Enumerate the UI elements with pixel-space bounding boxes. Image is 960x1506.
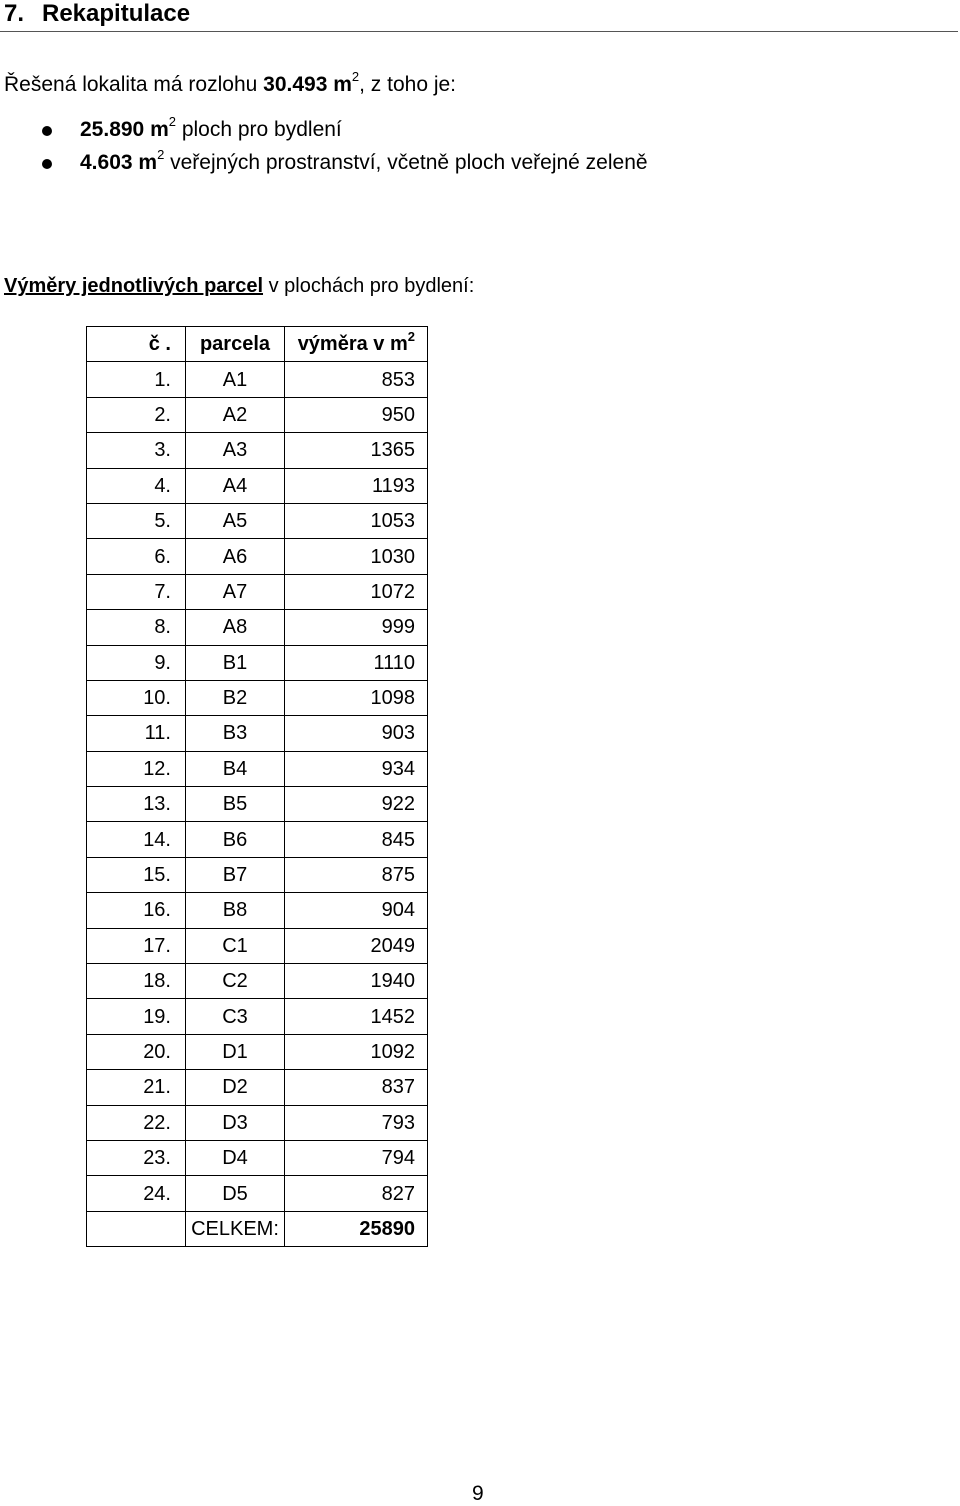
bullet-icon — [42, 126, 52, 136]
cell-no: 19. — [87, 999, 186, 1034]
cell-area: 903 — [285, 716, 428, 751]
cell-parcel: A2 — [186, 397, 285, 432]
cell-parcel: D3 — [186, 1105, 285, 1140]
table-row — [87, 1140, 428, 1175]
cell-no: 12. — [87, 751, 186, 786]
cell-parcel: B3 — [186, 716, 285, 751]
intro-paragraph — [4, 69, 457, 98]
table-row — [87, 503, 428, 538]
cell-parcel: D1 — [186, 1034, 285, 1069]
table-total-row — [87, 1211, 428, 1246]
cell-area: 950 — [285, 397, 428, 432]
table-header-row — [87, 327, 428, 362]
cell-parcel: A5 — [186, 503, 285, 538]
cell-area: 837 — [285, 1070, 428, 1105]
bullet-item — [0, 114, 648, 150]
cell-no: 18. — [87, 964, 186, 999]
cell-area: 904 — [285, 893, 428, 928]
table-row — [87, 539, 428, 574]
cell-parcel: D5 — [186, 1176, 285, 1211]
cell-parcel: B7 — [186, 857, 285, 892]
cell-area: 827 — [285, 1176, 428, 1211]
table-row — [87, 397, 428, 432]
bullet-text: veřejných prostranství, včetně ploch veřejné zeleně — [164, 151, 648, 174]
cell-area: 1098 — [285, 680, 428, 715]
cell-no: 17. — [87, 928, 186, 963]
cell-area: 922 — [285, 787, 428, 822]
cell-no: 16. — [87, 893, 186, 928]
cell-area: 793 — [285, 1105, 428, 1140]
cell-no: 15. — [87, 857, 186, 892]
cell-no: 10. — [87, 680, 186, 715]
cell-no: 8. — [87, 610, 186, 645]
summary-bullet-list — [0, 114, 648, 183]
table-row — [87, 610, 428, 645]
cell-parcel: B1 — [186, 645, 285, 680]
bullet-sup: 2 — [157, 147, 165, 162]
section-title: Rekapitulace — [42, 0, 191, 27]
cell-no: 9. — [87, 645, 186, 680]
table-row — [87, 999, 428, 1034]
cell-no: 14. — [87, 822, 186, 857]
cell-no: 24. — [87, 1176, 186, 1211]
header-area-sup: 2 — [407, 328, 415, 344]
cell-parcel: A4 — [186, 468, 285, 503]
bullet-sup: 2 — [168, 114, 176, 129]
cell-area: 845 — [285, 822, 428, 857]
cell-parcel: A8 — [186, 610, 285, 645]
table-row — [87, 822, 428, 857]
cell-no: 21. — [87, 1070, 186, 1105]
cell-area: 1452 — [285, 999, 428, 1034]
table-row — [87, 574, 428, 609]
subheading-rest: v plochách pro bydlení: — [263, 275, 475, 297]
cell-area: 934 — [285, 751, 428, 786]
cell-no: 1. — [87, 362, 186, 397]
cell-area: 1940 — [285, 964, 428, 999]
bullet-value: 4.603 m — [80, 151, 158, 174]
table-row — [87, 433, 428, 468]
cell-area: 1110 — [285, 645, 428, 680]
cell-parcel: C1 — [186, 928, 285, 963]
cell-no: 4. — [87, 468, 186, 503]
cell-parcel: A7 — [186, 574, 285, 609]
total-spacer — [87, 1211, 186, 1246]
table-row — [87, 928, 428, 963]
cell-parcel: A6 — [186, 539, 285, 574]
bullet-item — [0, 147, 648, 183]
bullet-value: 25.890 m — [80, 118, 169, 141]
section-number: 7. — [4, 0, 25, 27]
cell-no: 7. — [87, 574, 186, 609]
cell-area: 1193 — [285, 468, 428, 503]
table-row — [87, 1105, 428, 1140]
cell-area: 2049 — [285, 928, 428, 963]
cell-parcel: D4 — [186, 1140, 285, 1175]
cell-no: 11. — [87, 716, 186, 751]
cell-parcel: B6 — [186, 822, 285, 857]
cell-no: 23. — [87, 1140, 186, 1175]
table-row — [87, 1070, 428, 1105]
cell-parcel: B8 — [186, 893, 285, 928]
table-row — [87, 716, 428, 751]
parcels-subheading — [4, 273, 474, 299]
cell-parcel: B5 — [186, 787, 285, 822]
table-row — [87, 362, 428, 397]
cell-no: 3. — [87, 433, 186, 468]
table-row — [87, 1176, 428, 1211]
cell-parcel: A1 — [186, 362, 285, 397]
table-row — [87, 645, 428, 680]
cell-area: 853 — [285, 362, 428, 397]
cell-area: 1092 — [285, 1034, 428, 1069]
table-row — [87, 751, 428, 786]
intro-area: 30.493 m — [263, 73, 352, 96]
header-parcel: parcela — [186, 327, 285, 362]
subheading-underlined: Výměry jednotlivých parcel — [4, 275, 264, 297]
table-body — [87, 362, 428, 1211]
table-row — [87, 857, 428, 892]
cell-area: 794 — [285, 1140, 428, 1175]
cell-no: 2. — [87, 397, 186, 432]
table-row — [87, 964, 428, 999]
cell-parcel: A3 — [186, 433, 285, 468]
cell-area: 1053 — [285, 503, 428, 538]
table-row — [87, 680, 428, 715]
cell-no: 20. — [87, 1034, 186, 1069]
table-row — [87, 787, 428, 822]
cell-no: 5. — [87, 503, 186, 538]
cell-no: 22. — [87, 1105, 186, 1140]
cell-no: 6. — [87, 539, 186, 574]
intro-suffix: , z toho je: — [359, 73, 457, 96]
cell-area: 1365 — [285, 433, 428, 468]
cell-parcel: D2 — [186, 1070, 285, 1105]
cell-area: 1072 — [285, 574, 428, 609]
table-row — [87, 1034, 428, 1069]
table-row — [87, 893, 428, 928]
section-heading — [0, 0, 958, 32]
total-label: CELKEM: — [186, 1211, 285, 1246]
cell-parcel: B4 — [186, 751, 285, 786]
bullet-icon — [42, 159, 52, 169]
cell-area: 1030 — [285, 539, 428, 574]
header-area — [285, 327, 428, 362]
cell-parcel: C3 — [186, 999, 285, 1034]
cell-area: 875 — [285, 857, 428, 892]
cell-area: 999 — [285, 610, 428, 645]
bullet-text: ploch pro bydlení — [175, 118, 342, 141]
cell-parcel: C2 — [186, 964, 285, 999]
intro-area-sup: 2 — [351, 69, 360, 84]
table-row — [87, 468, 428, 503]
page-number: 9 — [472, 1482, 484, 1505]
header-no: č . — [87, 327, 186, 362]
cell-parcel: B2 — [186, 680, 285, 715]
header-area-label: výměra v m — [297, 333, 408, 356]
intro-prefix: Řešená lokalita má rozlohu — [4, 73, 264, 96]
total-value: 25890 — [285, 1211, 428, 1246]
cell-no: 13. — [87, 787, 186, 822]
parcels-table — [86, 326, 428, 1247]
